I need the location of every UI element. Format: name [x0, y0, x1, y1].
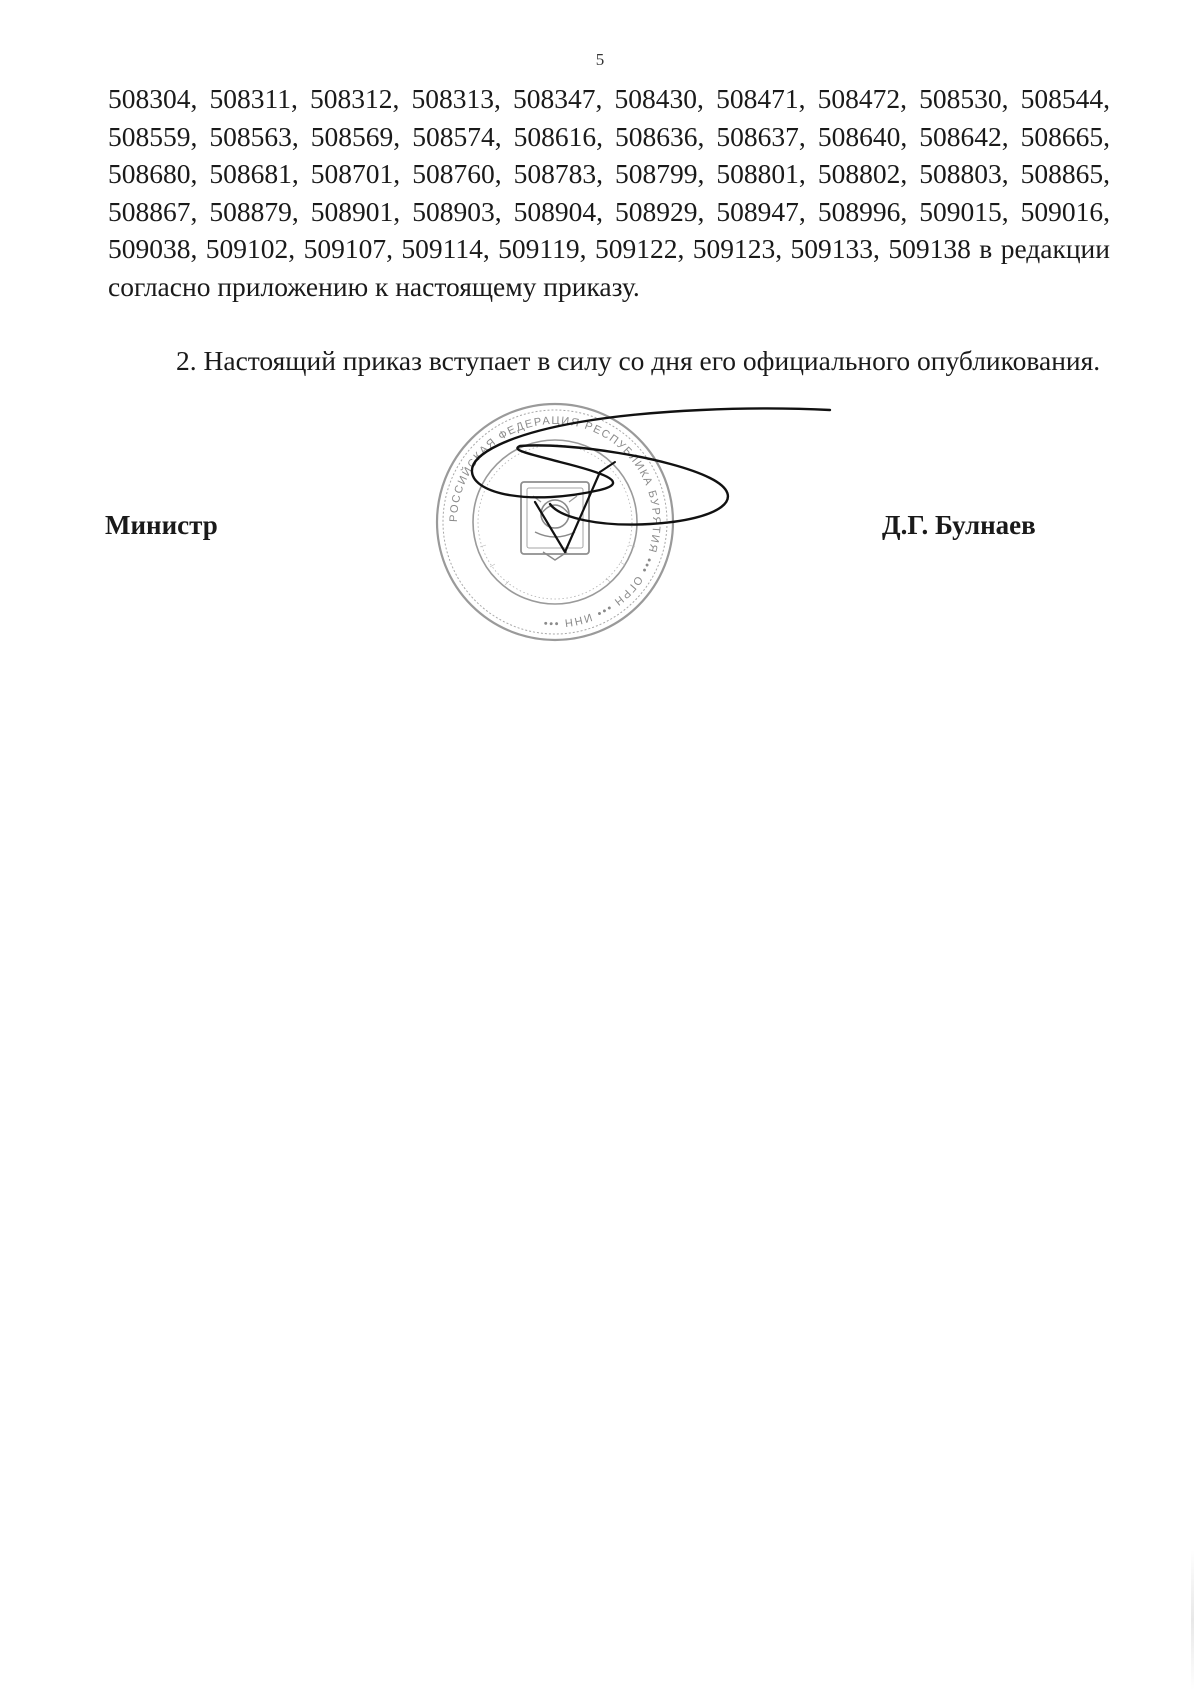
signatory-name: Д.Г. Булнаев: [882, 510, 1036, 540]
signatory-title: Министр: [105, 510, 218, 540]
page-number: 5: [595, 50, 605, 69]
document-body: [108, 80, 1110, 305]
paragraph-list-numbers: 508304, 508311, 508312, 508313, 508347, 508430, 508471, 508472, 508530, 508544, 508559, 508563, 508569, 508574, 508616, 508636, 508637, 508640, 508642, 508665, 508680, 508681, 508701, 508760, 508783, 508799, 508801, 508802, 508803, 508865, 508867, 508879, 508901, 508903, 508904, 508929, 508947, 508996, 509015, 509016, 509038, 509102, 509107, 509114, 509119, 509122, 509123, 509133, 509138 в редакции согласно приложению к настоящему приказу.: [108, 83, 1110, 302]
scan-edge-artifact: [1191, 1550, 1194, 1690]
seal-text: РОССИЙСКАЯ ФЕДЕРАЦИЯ РЕСПУБЛИКА БУРЯТИЯ ••• ОГРН ••• ИНН •••: [447, 414, 663, 630]
signature-block: [0, 510, 1200, 550]
paragraph-effective-date: 2. Настоящий приказ вступает в силу со дня его официального опубликования.: [176, 345, 1101, 376]
